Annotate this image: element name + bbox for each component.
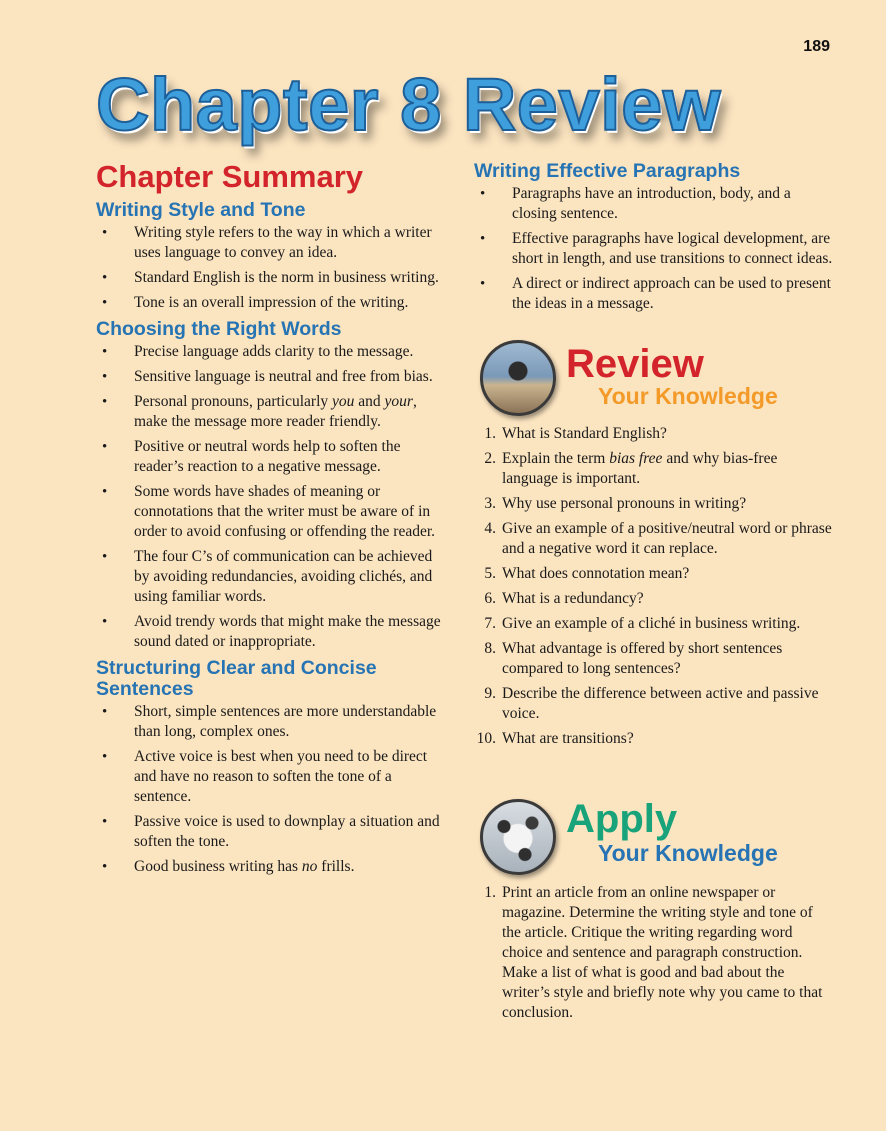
list-item <box>96 857 444 877</box>
bullet-icon: • <box>102 225 108 241</box>
list-item <box>96 342 444 362</box>
list-item <box>96 612 444 652</box>
body-text: Personal pronouns, particularly <box>134 393 333 410</box>
body-text: Avoid trendy words that might make the message sound dated or inappropriate. <box>134 613 441 650</box>
question-item <box>474 564 834 584</box>
body-text: Tone is an overall impression of the writing. <box>134 294 409 311</box>
bullet-icon: • <box>102 394 108 410</box>
body-text: Effective paragraphs have logical development, are short in length, and use transitions to connect ideas. <box>512 230 833 267</box>
list-item <box>96 367 444 387</box>
question-item <box>474 639 834 679</box>
bullet-icon: • <box>102 549 108 565</box>
list-item <box>96 268 444 288</box>
body-text: Print an article from an online newspaper or magazine. Determine the writing style and tone of the article. Critique the writing regarding word choice and sentence and paragraph construction. Make a list of what is good and bad about the writer’s style and briefly note why you came to that conclusion. <box>502 884 823 1021</box>
question-item <box>474 519 834 559</box>
bullet-icon: • <box>102 369 108 385</box>
list-item <box>96 392 444 432</box>
question-number: 4. <box>484 520 496 537</box>
review-header <box>474 334 834 424</box>
body-text: Positive or neutral words help to soften the reader’s reaction to a negative message. <box>134 438 401 475</box>
review-title: Review <box>566 342 704 386</box>
list-item <box>474 274 834 314</box>
body-text: The four C’s of communication can be achieved by avoiding redundancies, avoiding clichés, and using familiar words. <box>134 548 433 605</box>
body-text: and <box>354 393 385 410</box>
question-item <box>474 589 834 609</box>
bullet-icon: • <box>480 231 486 247</box>
body-text: Give an example of a cliché in business writing. <box>502 615 801 632</box>
chapter-title: Chapter 8 Review <box>96 63 721 146</box>
bullet-list <box>96 702 444 877</box>
list-item <box>96 547 444 607</box>
section-heading: Structuring Clear and Concise Sentences <box>96 657 377 700</box>
question-item <box>474 494 834 514</box>
body-text: Some words have shades of meaning or connotations that the writer must be aware of in order to avoid confusing or offending the reader. <box>134 483 436 540</box>
body-text: frills. <box>317 858 355 875</box>
body-text: , make the message more reader friendly. <box>134 393 417 430</box>
chapter-summary-heading: Chapter Summary <box>96 159 364 194</box>
review-subtitle: Your Knowledge <box>598 383 778 409</box>
review-question-list <box>474 424 834 749</box>
body-text: What advantage is offered by short sentences compared to long sentences? <box>502 640 783 677</box>
body-text: What does connotation mean? <box>502 565 690 582</box>
businessman-laptop-photo-icon <box>480 340 556 416</box>
question-number: 2. <box>484 450 496 467</box>
apply-header <box>474 793 834 883</box>
body-text: Why use personal pronouns in writing? <box>502 495 747 512</box>
bullet-icon: • <box>102 614 108 630</box>
body-text: Standard English is the norm in business writing. <box>134 269 439 286</box>
bullet-icon: • <box>102 439 108 455</box>
bullet-icon: • <box>102 749 108 765</box>
list-item <box>96 437 444 477</box>
emphasis-text: no <box>301 858 318 875</box>
question-item <box>474 449 834 489</box>
body-text: Sensitive language is neutral and free from bias. <box>134 368 433 385</box>
bullet-icon: • <box>480 276 486 292</box>
list-item <box>96 747 444 807</box>
question-item <box>474 883 834 1023</box>
bullet-list <box>96 223 444 313</box>
body-text: Writing style refers to the way in which a writer uses language to convey an idea. <box>134 224 432 261</box>
body-text: Short, simple sentences are more understandable than long, complex ones. <box>134 703 437 740</box>
question-item <box>474 614 834 634</box>
bullet-icon: • <box>102 859 108 875</box>
list-item <box>96 482 444 542</box>
question-item <box>474 684 834 724</box>
summary-column-right <box>474 158 834 1028</box>
page-number: 189 <box>803 38 830 55</box>
section-heading: Writing Style and Tone <box>96 199 306 221</box>
body-text: and why bias-free language is important. <box>502 450 778 487</box>
body-text: Good business writing has <box>134 858 302 875</box>
apply-subtitle: Your Knowledge <box>598 840 778 866</box>
question-number: 8. <box>484 640 496 657</box>
question-number: 9. <box>484 685 496 702</box>
bullet-list <box>474 184 834 314</box>
body-text: What is a redundancy? <box>502 590 644 607</box>
section-heading: Choosing the Right Words <box>96 318 342 340</box>
section-heading: Writing Effective Paragraphs <box>474 160 741 182</box>
question-number: 5. <box>484 565 496 582</box>
emphasis-text: your <box>384 393 413 410</box>
bullet-list <box>96 342 444 652</box>
list-item <box>474 229 834 269</box>
body-text: Explain the term <box>502 450 610 467</box>
bullet-icon: • <box>102 344 108 360</box>
bullet-icon: • <box>102 814 108 830</box>
bullet-icon: • <box>480 186 486 202</box>
bullet-icon: • <box>102 484 108 500</box>
summary-column-left <box>96 158 444 882</box>
emphasis-text: you <box>332 393 355 410</box>
body-text: A direct or indirect approach can be used to present the ideas in a message. <box>512 275 831 312</box>
list-item <box>96 812 444 852</box>
body-text: Passive voice is used to downplay a situation and soften the tone. <box>134 813 440 850</box>
bullet-icon: • <box>102 295 108 311</box>
list-item <box>96 223 444 263</box>
bullet-icon: • <box>102 270 108 286</box>
body-text: What are transitions? <box>502 730 634 747</box>
question-number: 6. <box>484 590 496 607</box>
question-item <box>474 424 834 444</box>
list-item <box>474 184 834 224</box>
question-number: 1. <box>484 884 496 901</box>
question-number: 1. <box>484 425 496 442</box>
body-text: What is Standard English? <box>502 425 667 442</box>
question-number: 10. <box>476 730 496 747</box>
bullet-icon: • <box>102 704 108 720</box>
body-text: Describe the difference between active and passive voice. <box>502 685 819 722</box>
list-item <box>96 702 444 742</box>
apply-question-list <box>474 883 834 1023</box>
body-text: Give an example of a positive/neutral word or phrase and a negative word it can replace. <box>502 520 832 557</box>
list-item <box>96 293 444 313</box>
body-text: Precise language adds clarity to the message. <box>134 343 414 360</box>
apply-title: Apply <box>566 797 678 841</box>
question-number: 7. <box>484 615 496 632</box>
body-text: Paragraphs have an introduction, body, and a closing sentence. <box>512 185 791 222</box>
question-item <box>474 729 834 749</box>
meeting-table-photo-icon <box>480 799 556 875</box>
emphasis-text: bias free <box>609 450 663 467</box>
question-number: 3. <box>484 495 496 512</box>
body-text: Active voice is best when you need to be direct and have no reason to soften the tone of a sentence. <box>134 748 428 805</box>
